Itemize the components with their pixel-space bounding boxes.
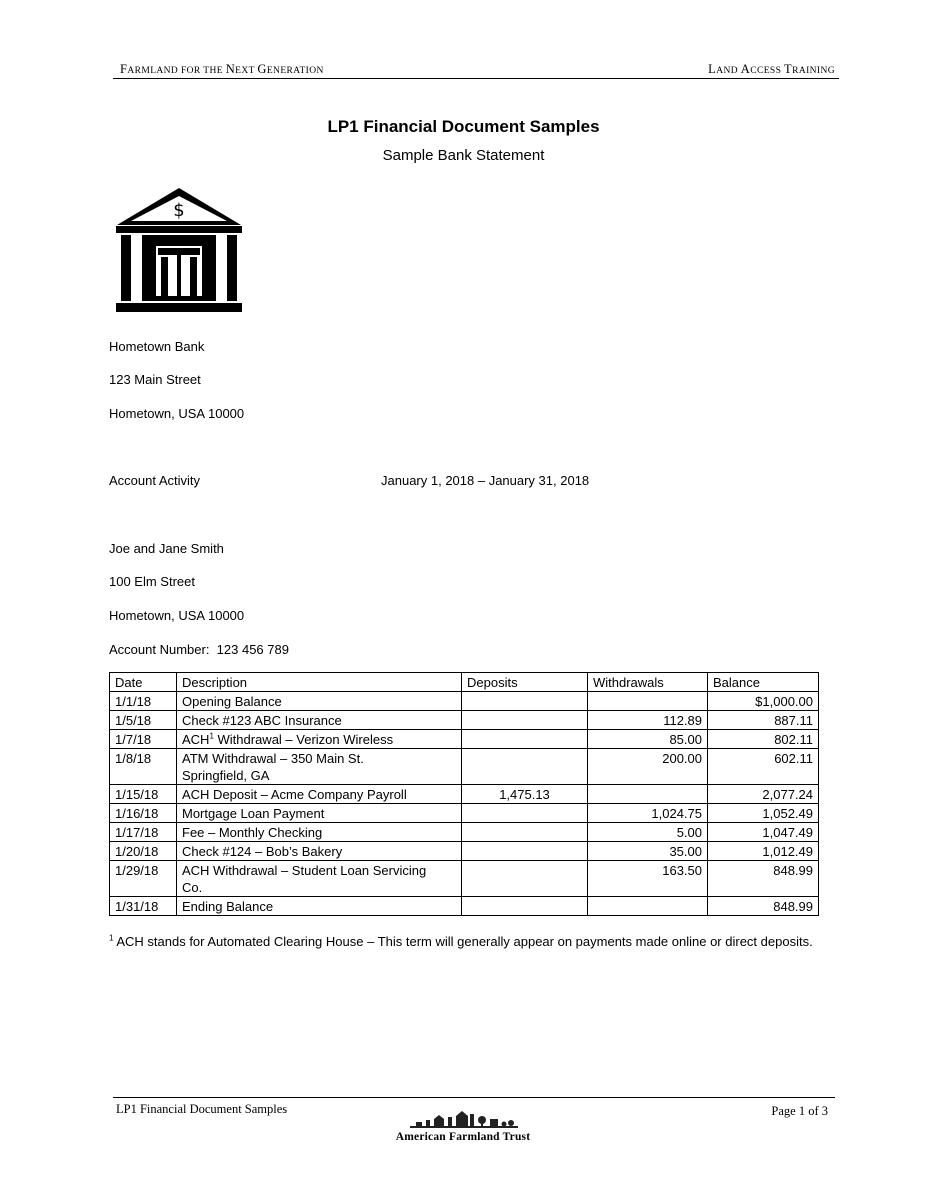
customer-street: 100 Elm Street — [109, 574, 195, 589]
table-row — [110, 711, 819, 730]
row-deposit — [462, 861, 588, 897]
customer-city: Hometown, USA 10000 — [109, 608, 245, 623]
bank-building-icon — [114, 185, 244, 313]
row-deposit — [462, 711, 588, 730]
row-withdrawal: 35.00 — [588, 842, 708, 861]
row-withdrawal: 85.00 — [588, 730, 708, 749]
page-number: Page 1 of 3 — [771, 1104, 828, 1118]
page-title: LP1 Financial Document Samples — [327, 117, 600, 136]
row-description: Mortgage Loan Payment — [177, 804, 462, 823]
column-header-deposits: Deposits — [462, 673, 588, 692]
bank-street: 123 Main Street — [109, 372, 201, 387]
column-header-balance: Balance — [708, 673, 819, 692]
svg-text:$: $ — [173, 200, 185, 221]
account-number: Account Number: 123 456 789 — [109, 642, 289, 657]
row-description: ACH Deposit – Acme Company Payroll — [177, 785, 462, 804]
row-deposit — [462, 730, 588, 749]
row-withdrawal: 112.89 — [588, 711, 708, 730]
row-balance: 1,012.49 — [708, 842, 819, 861]
row-withdrawal — [588, 692, 708, 711]
row-balance: 1,047.49 — [708, 823, 819, 842]
row-deposit — [462, 692, 588, 711]
statement-period: January 1, 2018 – January 31, 2018 — [381, 473, 590, 488]
row-description: Check #124 – Bob’s Bakery — [177, 842, 462, 861]
logo-text: American Farmland Trust — [395, 1131, 531, 1143]
running-header-left: FARMLAND FOR THE NEXT GENERATION — [120, 62, 324, 76]
row-balance: 848.99 — [708, 861, 819, 897]
table-row — [110, 842, 819, 861]
table-row — [110, 897, 819, 916]
row-balance: 887.11 — [708, 711, 819, 730]
footnote-ref: 1 — [209, 731, 214, 741]
row-balance: $1,000.00 — [708, 692, 819, 711]
footnote-marker: 1 — [109, 933, 114, 943]
row-balance: 848.99 — [708, 897, 819, 916]
page-subtitle: Sample Bank Statement — [382, 147, 545, 164]
row-withdrawal: 200.00 — [588, 749, 708, 785]
row-date: 1/8/18 — [110, 749, 177, 785]
table-row — [110, 785, 819, 804]
row-description: Check #123 ABC Insurance — [177, 711, 462, 730]
header-rule — [113, 78, 839, 79]
row-date: 1/5/18 — [110, 711, 177, 730]
row-date: 1/20/18 — [110, 842, 177, 861]
row-description: Opening Balance — [177, 692, 462, 711]
row-date: 1/31/18 — [110, 897, 177, 916]
row-balance: 1,052.49 — [708, 804, 819, 823]
row-description: ACH Withdrawal – Student Loan Servicing Co. — [177, 861, 462, 897]
row-deposit: 1,475.13 — [462, 785, 588, 804]
footnote — [109, 932, 819, 951]
customer-name: Joe and Jane Smith — [109, 541, 224, 556]
farm-silhouette-icon — [408, 1110, 520, 1130]
row-deposit — [462, 823, 588, 842]
running-header-right: LAND ACCESS TRAINING — [708, 62, 835, 76]
row-date: 1/1/18 — [110, 692, 177, 711]
table-header-row — [110, 673, 819, 692]
column-header-date: Date — [110, 673, 177, 692]
row-deposit — [462, 749, 588, 785]
table-row — [110, 730, 819, 749]
table-row — [110, 823, 819, 842]
row-withdrawal — [588, 785, 708, 804]
row-date: 1/7/18 — [110, 730, 177, 749]
row-description: Fee – Monthly Checking — [177, 823, 462, 842]
row-deposit — [462, 842, 588, 861]
table-row — [110, 804, 819, 823]
row-balance: 602.11 — [708, 749, 819, 785]
bank-city: Hometown, USA 10000 — [109, 406, 245, 421]
footnote-text: ACH stands for Automated Clearing House – This term will generally appear on payments made online or direct deposits. — [113, 934, 813, 949]
row-balance: 2,077.24 — [708, 785, 819, 804]
row-withdrawal: 163.50 — [588, 861, 708, 897]
row-date: 1/17/18 — [110, 823, 177, 842]
column-header-withdrawals: Withdrawals — [588, 673, 708, 692]
footer-document-title: LP1 Financial Document Samples — [116, 1102, 288, 1116]
row-deposit — [462, 897, 588, 916]
table-row — [110, 861, 819, 897]
row-date: 1/16/18 — [110, 804, 177, 823]
transaction-table — [109, 672, 819, 916]
row-date: 1/29/18 — [110, 861, 177, 897]
row-withdrawal: 5.00 — [588, 823, 708, 842]
row-description: ATM Withdrawal – 350 Main St. Springfield, GA — [177, 749, 462, 785]
row-balance: 802.11 — [708, 730, 819, 749]
row-deposit — [462, 804, 588, 823]
bank-name: Hometown Bank — [109, 339, 205, 354]
column-header-description: Description — [177, 673, 462, 692]
table-row — [110, 692, 819, 711]
footer-rule — [113, 1097, 835, 1098]
row-description: ACH$^1$ Withdrawal – Verizon Wireless — [177, 730, 462, 749]
row-withdrawal: 1,024.75 — [588, 804, 708, 823]
table-row — [110, 749, 819, 785]
account-activity-label: Account Activity — [109, 473, 201, 488]
row-withdrawal — [588, 897, 708, 916]
row-description: Ending Balance — [177, 897, 462, 916]
row-date: 1/15/18 — [110, 785, 177, 804]
